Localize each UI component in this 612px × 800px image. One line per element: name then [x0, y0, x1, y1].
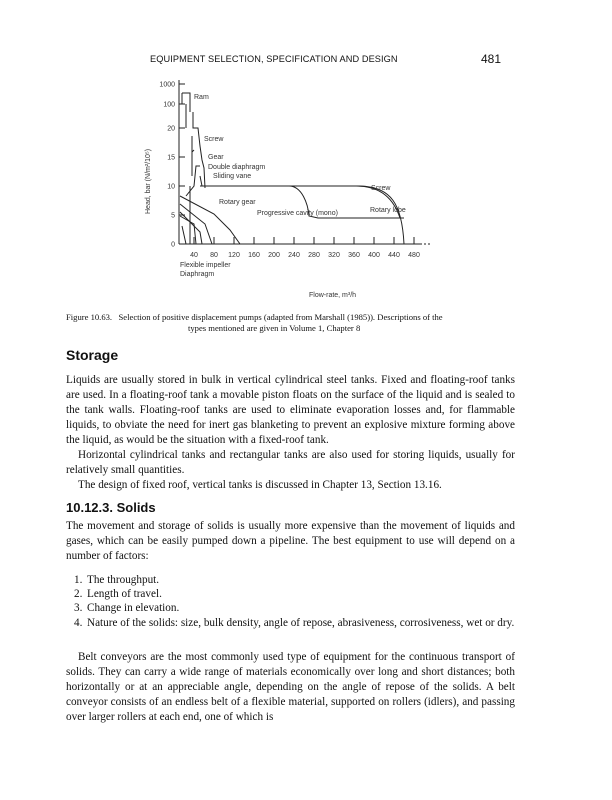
storage-paragraph-2: Horizontal cylindrical tanks and rectangular tanks are also used for storing liquids, usually for relatively small quantities.	[66, 449, 515, 476]
x-tick-label: 360	[348, 252, 360, 259]
y-tick-label: 0	[171, 241, 175, 249]
x-tick-label: 240	[288, 252, 300, 259]
storage-paragraph-1: Liquids are usually stored in bulk in vertical cylindrical steel tanks. Fixed and floating-roof tanks are used. In a floating-roof tank a movable piston floats on the surface of the liquid and is sealed to the tank walls. Floating-roof tanks are used to eliminate evaporation losses and, for flammable liquids, to obviate the need for inert gas blanketing to prevent an explosive mixture forming above the liquid, as would be the situation with a fixed-roof tank.	[66, 374, 515, 446]
storage-paragraph-3: The design of fixed roof, vertical tanks is discussed in Chapter 13, Section 13.16.	[78, 479, 442, 491]
x-tick-label: 480	[408, 252, 420, 259]
x-tick-label: 280	[308, 252, 320, 259]
label-screw-right: Screw	[371, 185, 391, 192]
list-text: Nature of the solids: size, bulk density, angle of repose, abrasiveness, corrosiveness, wet or dry.	[87, 616, 515, 629]
running-header	[0, 54, 612, 70]
storage-heading: Storage	[66, 347, 119, 363]
list-number: 4.	[74, 616, 83, 629]
list-number: 1.	[74, 574, 83, 586]
solids-intro: The movement and storage of solids is usually more expensive than the movement of liquids and gases, which can be easily pumped down a pipeline. The best equipment to use will depend on a number of factors:	[66, 520, 515, 562]
x-tick-label: 200	[268, 252, 280, 259]
label-sliding-vane: Sliding vane	[213, 173, 252, 180]
label-screw-top: Screw	[204, 136, 224, 143]
x-tick-label: 80	[210, 252, 218, 259]
caption-text-line2: types mentioned are given in Volume 1, Chapter 8	[188, 323, 361, 333]
x-axis-label: Flow-rate, m³/h	[309, 292, 357, 299]
list-text: Change in elevation.	[87, 602, 180, 615]
running-title: EQUIPMENT SELECTION, SPECIFICATION AND DESIGN	[150, 54, 398, 64]
y-tick-label: 1000	[159, 81, 175, 89]
label-ram: Ram	[194, 94, 209, 101]
caption-text-line1: Selection of positive displacement pumps (adapted from Marshall (1985)). Descriptions of the	[118, 312, 443, 322]
screw-right-curve	[358, 186, 404, 244]
axes	[179, 80, 432, 244]
x-axis-ticks	[190, 237, 420, 259]
storage-section	[66, 373, 515, 493]
rotary-gear-boundary	[180, 186, 240, 244]
y-tick-label: 20	[167, 125, 175, 133]
list-number: 3.	[74, 602, 83, 615]
label-rotary-lobe: Rotary lobe	[370, 207, 406, 214]
gear-boundary	[192, 136, 194, 176]
pump-selection-chart	[0, 72, 612, 304]
belt-conveyor-paragraph	[66, 650, 515, 725]
x-tick-label: 440	[388, 252, 400, 259]
solids-heading: 10.12.3. Solids	[66, 500, 156, 515]
figure-label: Figure 10.63.	[66, 312, 113, 322]
label-gear: Gear	[208, 154, 224, 161]
list-number: 2.	[74, 588, 83, 601]
y-tick-label: 100	[163, 101, 175, 109]
x-tick-label: 120	[228, 252, 240, 259]
x-tick-label: 160	[248, 252, 260, 259]
page-number: 481	[481, 52, 502, 66]
double-diaphragm-boundary	[186, 166, 200, 196]
x-tick-label: 40	[190, 252, 198, 259]
label-flexible-impeller: Flexible impeller	[180, 262, 231, 269]
belt-conveyor-text: Belt conveyors are the most commonly used type of equipment for the continuous transport of solids. They can carry a wide range of materials economically over long and short distances; both horizontally or at an appreciable angle, depending on the angle of repose of the solids. A belt conveyor consists of an endless belt of a flexible material, supported on rollers (idlers), and passing over larger rollers at each end, one of which is	[66, 651, 515, 723]
label-progressive-cavity: Progressive cavity (mono)	[257, 210, 338, 217]
figure-caption	[66, 312, 516, 334]
diaphragm-boundary	[182, 226, 186, 244]
label-rotary-gear: Rotary gear	[219, 199, 256, 206]
x-tick-label: 320	[328, 252, 340, 259]
y-tick-label: 10	[167, 183, 175, 191]
y-tick-label: 15	[167, 154, 175, 162]
list-text: The throughput.	[87, 574, 160, 586]
y-axis-label: Head, bar (N/m²/10⁵)	[145, 148, 152, 214]
sliding-vane-boundary	[200, 176, 202, 186]
y-tick-label: 5	[171, 212, 175, 220]
list-item	[66, 587, 515, 601]
label-diaphragm: Diaphragm	[180, 271, 215, 278]
factors-list	[66, 573, 515, 630]
y-axis-ticks	[159, 82, 185, 249]
list-item	[66, 601, 515, 615]
label-double-diaphragm: Double diaphragm	[208, 164, 266, 171]
list-text: Length of travel.	[87, 588, 162, 601]
x-tick-label: 400	[368, 252, 380, 259]
list-item	[66, 573, 515, 587]
list-item	[66, 616, 515, 630]
